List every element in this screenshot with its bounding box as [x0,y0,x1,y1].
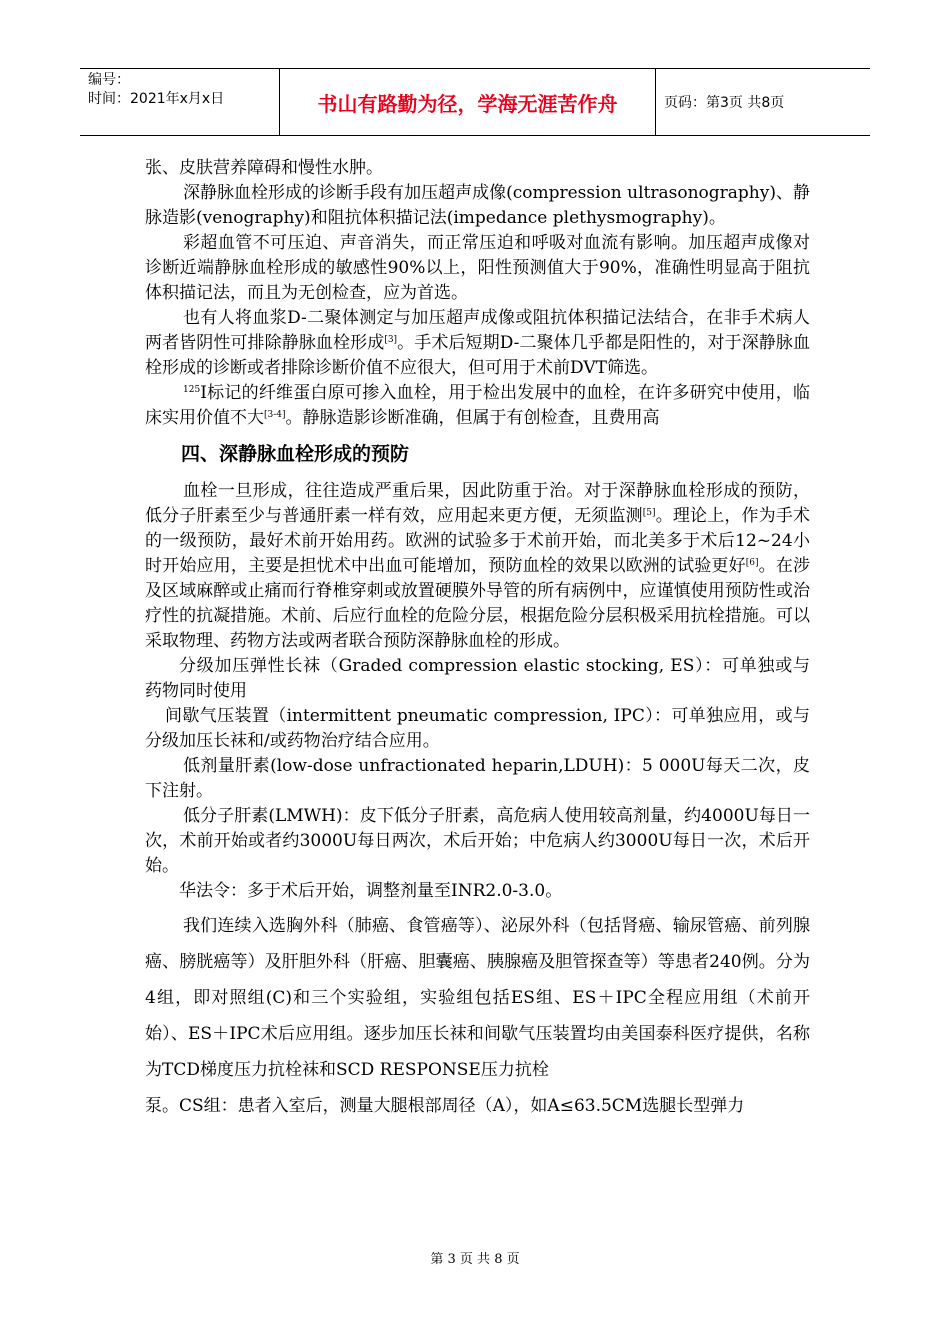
paragraph: 间歇气压装置（intermittent pneumatic compression, IPC）：可单独应用，或与分级加压长袜和/或药物治疗结合应用。 [145,706,810,751]
paragraph: 低剂量肝素(low-dose unfractionated heparin,LDUH)：5 000U每天二次，皮下注射。 [145,756,810,801]
isotope-superscript: 125 [183,385,201,395]
paragraph: 彩超血管不可压迫、声音消失，而正常压迫和呼吸对血流有影响。加压超声成像对诊断近端静脉血栓形成的敏感性90%以上，阳性预测值大于90%，准确性明显高于阻抗体积描记法，而且为无创检查，应为首选。 [145,233,810,303]
section-heading: 四、深静脉血栓形成的预防 [181,443,410,465]
page-header [80,68,870,136]
document-body [145,156,810,1124]
paragraph: 分级加压弹性长袜（Graded compression elastic stocking, ES）：可单独或与药物同时使用 [145,656,810,701]
paragraph: 深静脉血栓形成的诊断手段有加压超声成像(compression ultrasonography)、静脉造影(venography)和阻抗体积描记法(impedance plethysmography)。 [145,183,810,228]
page-footer: 第 3 页 共 8 页 [430,1252,520,1267]
paragraph [145,306,810,381]
paragraph: 低分子肝素(LMWH)：皮下低分子肝素，高危病人使用较高剂量，约4000U每日一次，术前开始或者约3000U每日两次，术后开始；中危病人约3000U每日一次，术后开始。 [145,806,810,876]
paragraph: 我们连续入选胸外科（肺癌、食管癌等）、泌尿外科（包括肾癌、输尿管癌、前列腺癌、膀胱癌等）及肝胆外科（肝癌、胆囊癌、胰腺癌及胆管探查等）等患者240例。分为4组，即对照组(C)和三个实验组，实验组包括ES组、ES＋IPC全程应用组（术前开始）、ES＋IPC术后应用组。逐步加压长袜和间歇气压装置均由美国泰科医疗提供，名称为TCD梯度压力抗栓袜和SCD RESPONSE压力抗栓 [145,916,810,1080]
text-span: 血栓一旦形成，往往造成严重后果，因此防重于治。对于深静脉血栓形成的预防，低分子肝素至少与普通肝素一样有效，应用起来更方便，无须监测 [145,481,810,526]
text-span: 。手术后短期D-二聚体几乎都是阳性的，对于深静脉血栓形成的诊断或者排除诊断价值不应很大，但可用于术前DVT筛选。 [145,333,810,378]
citation: [5] [642,508,656,518]
header-page-info: 页码：第3页 共8页 [664,95,785,111]
text-span: 。静脉造影诊断准确，但属于有创检查，且费用高 [285,408,660,428]
text-span: 。在涉及区域麻醉或止痛而行脊椎穿刺或放置硬膜外导管的所有病例中，应谨慎使用预防性或治疗性的抗凝措施。术前、后应行血栓的危险分层，根据危险分层积极采用抗栓措施。可以采取物理、药物方法或两者联合预防深静脉血栓的形成。 [145,556,811,651]
paragraph: 张、皮肤营养障碍和慢性水肿。 [145,158,383,178]
paragraph: 华法令：多于术后开始，调整剂量至INR2.0-3.0。 [179,881,563,901]
header-motto: 书山有路勤为径，学海无涯苦作舟 [280,69,656,135]
paragraph [145,479,810,654]
text-span: 也有人将血浆D-二聚体测定与加压超声成像或阻抗体积描记法结合，在非手术病人两者皆阴性可排除静脉血栓形成 [145,308,810,353]
text-span: I标记的纤维蛋白原可掺入血栓，用于检出发展中的血栓，在许多研究中使用，临床实用价值不大 [145,383,810,428]
number-label: 编号： [88,72,130,88]
paragraph [145,381,810,431]
paragraph: 泵。CS组：患者入室后，测量大腿根部周径（A），如A≤63.5CM选腿长型弹力 [145,1096,745,1116]
header-meta [80,69,280,135]
time-label: 时间：2021年x月x日 [88,91,225,107]
citation: [3-4] [264,410,286,420]
citation: [6] [745,558,759,568]
text-span: 。理论上，作为手术的一级预防，最好术前开始用药。欧洲的试验多于术前开始，而北美多于术后12~24小时开始应用，主要是担忧术中出血可能增加，预防血栓的效果以欧洲的试验更好 [145,506,811,576]
citation: [3] [384,335,398,345]
